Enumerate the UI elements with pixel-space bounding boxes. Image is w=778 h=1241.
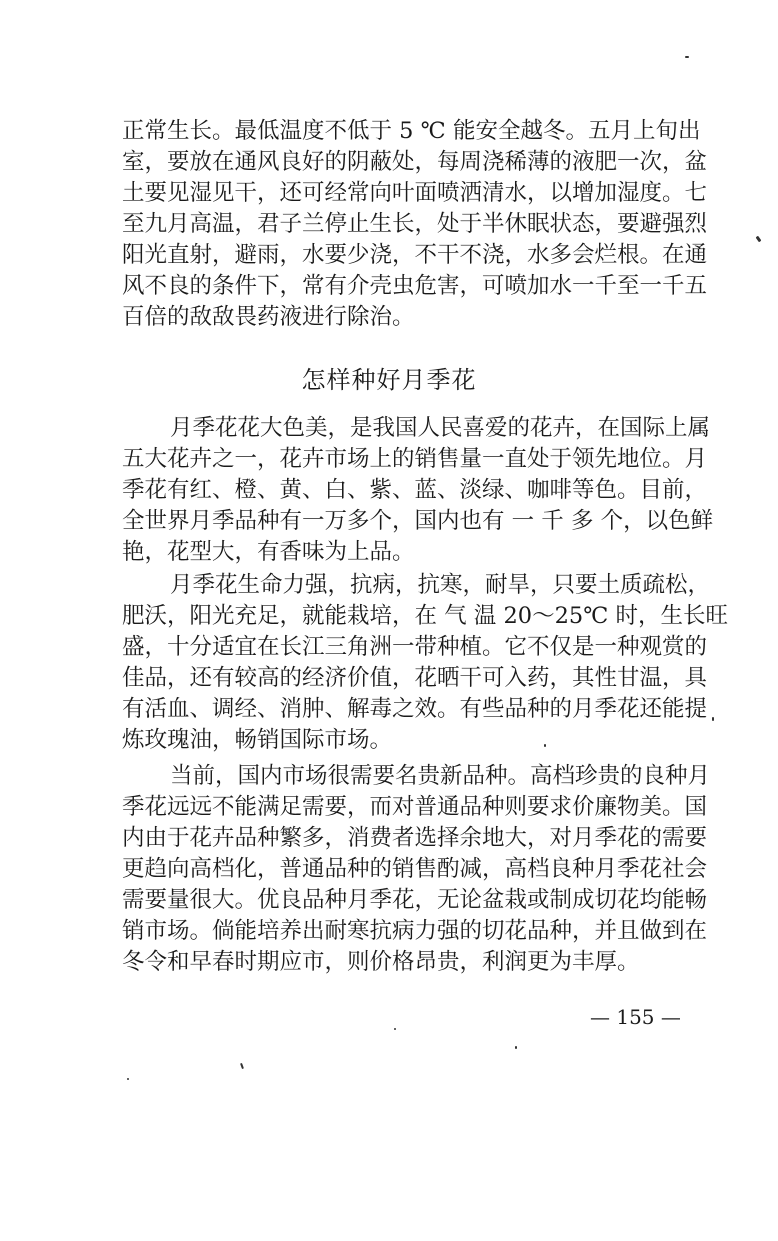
- text-line: 风不良的条件下，常有介壳虫危害，可喷加水一千至一千五: [122, 273, 708, 299]
- text-line: 需要量很大。优良品种月季花，无论盆栽或制成切花均能畅: [122, 887, 708, 913]
- scan-speck: [544, 744, 546, 747]
- text-line: 有活血、调经、消肿、解毒之效。有些品种的月季花还能提: [122, 696, 708, 722]
- scan-speck: [127, 1078, 129, 1080]
- text-line: 炼玫瑰油，畅销国际市场。: [122, 727, 393, 753]
- page-number: — 155 —: [590, 1005, 681, 1029]
- text-line: 冬令和早春时期应市，则价格昂贵，利润更为丰厚。: [122, 949, 640, 975]
- text-line: 季花有红、橙、黄、白、紫、蓝、淡绿、咖啡等色。目前，: [122, 477, 708, 503]
- scan-speck: [756, 236, 762, 243]
- text-line: 季花远远不能满足需要，而对普通品种则要求价廉物美。国: [122, 794, 708, 820]
- text-line: 正常生长。最低温度不低于 5 ℃ 能安全越冬。五月上旬出: [122, 118, 701, 144]
- text-line: 室，要放在通风良好的阴蔽处，每周浇稀薄的液肥一次，盆: [122, 149, 708, 175]
- scan-speck: [685, 56, 689, 58]
- text-line: 百倍的敌敌畏药液进行除治。: [122, 304, 415, 330]
- text-line: 佳品，还有较高的经济价值，花晒干可入药，其性甘温，具: [122, 665, 708, 691]
- text-line: 至九月高温，君子兰停止生长，处于半休眠状态，要避强烈: [122, 211, 708, 237]
- scan-speck: [394, 1028, 396, 1030]
- section-heading: 怎样种好月季花: [301, 366, 477, 394]
- text-line: 肥沃，阳光充足，就能栽培，在 气 温 20～25℃ 时，生长旺: [122, 603, 729, 629]
- text-line: 艳，花型大，有香味为上品。: [122, 539, 415, 565]
- text-line: 盛，十分适宜在长江三角洲一带种植。它不仅是一种观赏的: [122, 634, 708, 660]
- scan-speck: [515, 1046, 517, 1049]
- text-line: 当前，国内市场很需要名贵新品种。高档珍贵的良种月: [170, 763, 711, 789]
- scan-speck: [240, 1063, 244, 1069]
- text-line: 月季花花大色美，是我国人民喜爱的花卉，在国际上属: [170, 415, 711, 441]
- text-line: 月季花生命力强，抗病，抗寒，耐旱，只要土质疏松，: [170, 572, 711, 598]
- text-line: 内由于花卉品种繁多，消费者选择余地大，对月季花的需要: [122, 825, 708, 851]
- text-line: 阳光直射，避雨，水要少浇，不干不浇，水多会烂根。在通: [122, 242, 708, 268]
- text-line: 全世界月季品种有一万多个，国内也有 一 千 多 个，以色鲜: [122, 508, 714, 534]
- scan-speck: [712, 717, 714, 721]
- text-line: 销市场。倘能培养出耐寒抗病力强的切花品种，并且做到在: [122, 918, 708, 944]
- text-line: 五大花卉之一，花卉市场上的销售量一直处于领先地位。月: [122, 446, 708, 472]
- text-line: 土要见湿见干，还可经常向叶面喷洒清水，以增加湿度。七: [122, 180, 708, 206]
- text-line: 更趋向高档化，普通品种的销售酌减，高档良种月季花社会: [122, 856, 708, 882]
